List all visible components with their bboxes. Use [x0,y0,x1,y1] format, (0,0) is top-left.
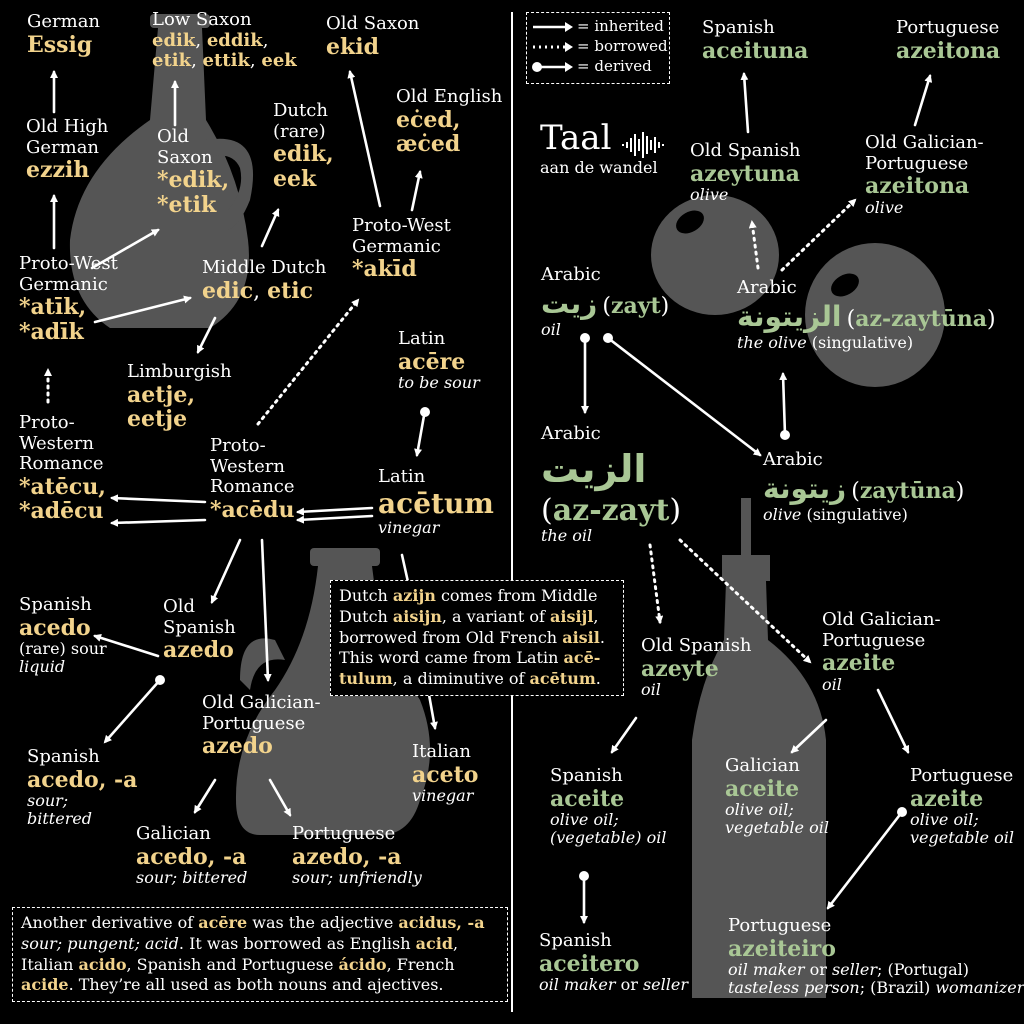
arrow-derived-oldspanish-spanish [105,680,160,742]
note-box-acidus: Another derivative of acēre was the adjective acidus, -a sour; pungent; acid. It was borrowed as English acid, Italian acido, Spanish and Portuguese ácido, French acide. They’re all used as both nouns and ajectives. [12,907,508,1002]
node-limburgish: Limburgish aetje, eetje [127,361,232,433]
node-old-spanish-azeytuna: Old Spanish azeytuna olive [690,140,801,205]
node-galician-aceite: Galician aceite olive oil; vegetable oil [725,755,829,838]
arrow-galpt-galician-aceite [792,720,826,752]
legend-borrowed: = borrowed [531,37,671,57]
node-spanish-acedo-a: Spanish acedo, -a sour; bittered [27,746,138,829]
soundwave-icon [621,130,667,160]
arrow-akid-oldenglish [412,172,420,210]
node-portuguese-azeite: Portuguese azeite olive oil; vegetable oil [910,765,1014,848]
node-old-galician-portuguese-azeitona: Old Galician- Portuguese azeitona olive [865,132,984,217]
node-spanish-aceituna: Spanish aceituna [702,17,809,64]
node-arabic-zayt: Arabic زيت (zayt) oil [541,264,670,339]
node-portuguese-azeitona: Portuguese azeitona [896,17,1001,64]
node-proto-west-germanic-akid: Proto-West Germanic *akīd [352,215,451,283]
arrow-oldspanish-aceite [612,718,636,752]
arrow-galpt-portuguese-azeite [878,690,908,752]
arrow-galpt-galician [195,780,215,812]
arrow-akid-oldsaxon [350,72,380,206]
node-old-spanish-azeyte: Old Spanish azeyte oil [641,635,752,700]
node-old-saxon: Old Saxon ekid [326,13,420,60]
node-old-spanish-azedo: Old Spanish azedo [163,596,236,664]
node-latin-acere: Latin acēre to be sour [398,328,480,393]
node-galician-acedo: Galician acedo, -a sour; bittered [136,823,248,888]
node-old-english: Old English eċed, æċed [396,86,503,158]
arrow-middledutch-limburgish [198,318,215,352]
note-box-azijn: Dutch azijn comes from Middle Dutch aisijn, a variant of aisijl, borrowed from Old French aisil. This word came from Latin acē- tulum, a diminutive of acētum. [330,580,624,696]
arrow-borrowed-azzaytuna-azeytuna [752,222,758,268]
node-low-saxon: Low Saxon edik, eddik, etik, ettik, eek [152,9,297,71]
node-latin-acetum: Latin acētum vinegar [378,466,494,537]
derive-dot-acere [420,407,430,417]
arrow-acedu-atecu-2 [112,520,205,523]
node-arabic-az-zayt: Arabic الزيت (az-zayt) the oil [541,423,682,545]
node-proto-west-germanic-atik: Proto-West Germanic *atīk, *adīk [19,253,118,345]
node-italian-aceto: Italian aceto vinegar [412,741,479,806]
legend [526,12,670,84]
solid-arrow-icon [531,20,575,34]
node-proto-western-romance-acedu: Proto- Western Romance *acēdu [210,435,295,523]
arrow-borrowed-azzaytuna-azeitona [782,200,855,270]
arrow-zaytuna-azzaytuna [783,374,785,435]
node-arabic-zaytuna: Arabic زيتونة (zaytūna) olive (singulative) [763,449,965,524]
arrow-acetum-acedu-1 [298,508,372,512]
derive-dot-zaytuna [780,430,790,440]
node-old-galician-portuguese-azeite: Old Galician- Portuguese azeite oil [822,609,941,694]
node-spanish-aceite: Spanish aceite olive oil; (vegetable) oil [550,765,667,848]
node-german: German Essig [27,11,101,58]
node-arabic-az-zaytuna: Arabic الزيتونة (az-zaytūna) the olive (singulative) [737,277,996,352]
arrow-acetum-acedu-2 [298,516,372,520]
brand-title [540,118,667,177]
arrow-acedu-oldspanish [212,540,240,602]
dot-arrow-icon [531,60,575,74]
arrow-borrowed-azzayt-azeyte [650,545,660,622]
arrow-middledutch-dutch [262,210,278,246]
derive-dot-azeite [897,807,907,817]
dotted-arrow-icon [531,40,575,54]
arrow-azeytuna-aceituna [744,74,748,132]
arrow-azeitona-galpt [915,76,930,125]
node-old-galician-portuguese-azedo: Old Galician- Portuguese azedo [202,692,321,760]
arrow-borrowed-acedu-akid [258,300,358,424]
node-spanish-aceitero: Spanish aceitero oil maker or seller [539,930,688,995]
derive-dot-aceite [579,871,589,881]
node-middle-dutch: Middle Dutch edic, etic [202,257,327,304]
node-portuguese-azeiteiro: Portuguese azeiteiro oil maker or seller; (Portugal) tasteless person; (Brazil) womanizer [728,915,1024,998]
legend-derived: = derived [531,57,671,77]
node-old-saxon-reconstructed: Old Saxon *edik, *etik [157,126,230,218]
arrow-azeite-azeiteiro [828,812,902,908]
brand-subtitle: aan de wandel [540,157,658,177]
arrow-acedu-atecu-1 [112,498,205,502]
node-spanish-acedo-rare: Spanish acedo (rare) sour liquid [19,594,107,677]
arrow-acedu-galpt [262,540,268,680]
node-dutch-rare: Dutch (rare) edik, eek [273,100,334,192]
node-portuguese-azedo: Portuguese azedo, -a sour; unfriendly [292,823,422,888]
legend-inherited: = inherited [531,17,671,37]
node-old-high-german: Old High German ezzih [26,116,109,184]
arrow-galpt-portuguese [270,780,290,815]
node-proto-western-romance-atecu: Proto- Western Romance *atēcu, *adēcu [19,412,106,525]
brand-name: Taal [540,118,612,158]
